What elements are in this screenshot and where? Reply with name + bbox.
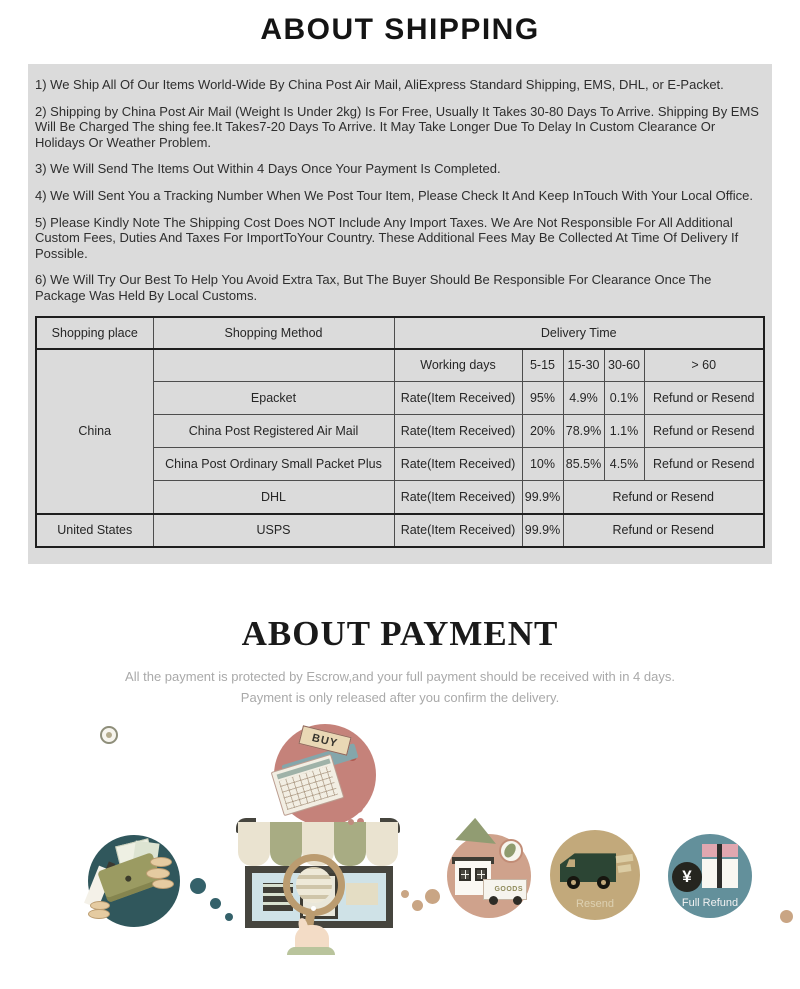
cell-place-united-states: United States [36,514,153,547]
table-row [36,349,764,382]
cell-method: China Post Ordinary Small Packet Plus [153,448,394,481]
sleeve-shape [287,947,335,955]
payment-subtitle-line-2: Payment is only released after you confirm the delivery. [240,689,560,705]
coin-shape [150,857,172,867]
cell-value: 0.1% [604,382,644,415]
payment-subtitle [0,666,800,709]
coin-shape [152,879,174,889]
cell-method-empty [153,349,394,382]
shipping-note-1: 1) We Ship All Of Our Items World-Wide By China Post Air Mail, AliExpress Standard Shipping, EMS, DHL, or E-Packet. [35,77,724,92]
payment-section-title: ABOUT PAYMENT [241,613,559,653]
buy-banner: BUY [298,726,351,757]
cell-value: 1.1% [604,415,644,448]
gift-lid [702,844,717,857]
thought-dot [353,803,363,813]
resend-icon [550,830,640,920]
table-row [36,514,764,547]
payment-subtitle-line-1: All the payment is protected by Escrow,and your full payment should be received with in 4 days. [125,668,675,684]
cell-value: 95% [522,382,563,415]
cell-value: 4.5% [604,448,644,481]
cell-value: 99.9% [522,481,563,514]
shipping-note-6: 6) We Will Try Our Best To Help You Avoid Extra Tax, But The Buyer Should Be Responsible For Clearance Once The Package Was Held By Local Customs. [35,272,712,303]
resend-label: Resend [576,898,614,911]
cell-rate-label: Rate(Item Received) [394,448,522,481]
header-shopping-method: Shopping Method [153,317,394,349]
cell-rate-label: Rate(Item Received) [394,382,522,415]
full-refund-label: Full Refund [681,897,739,910]
thought-dot [780,910,793,923]
van-wheel [567,876,580,889]
thought-dot [225,913,233,921]
cell-method: DHL [153,481,394,514]
cell-range-5-15: 5-15 [522,349,563,382]
gift-ribbon [717,844,722,888]
cell-value: 78.9% [563,415,604,448]
thought-dot [425,889,440,904]
cell-value: 99.9% [522,514,563,547]
goods-delivery-icon [447,834,531,918]
package-shape [618,865,632,874]
cell-working-days: Working days [394,349,522,382]
cell-value-merged: Refund or Resend [563,481,764,514]
header-delivery-time: Delivery Time [394,317,764,349]
cell-value: 85.5% [563,448,604,481]
truck-wheel [489,896,498,905]
goods-truck-icon: GOODS [483,879,527,900]
paper-plane-shape [453,816,497,856]
watch-strap-shape [346,883,378,905]
gift-lid [721,844,738,857]
cell-rate-label: Rate(Item Received) [394,481,522,514]
cell-value: Refund or Resend [644,448,764,481]
cell-range-30-60: 30-60 [604,349,644,382]
coin-shape [146,868,170,879]
cell-method: China Post Registered Air Mail [153,415,394,448]
cell-value: Refund or Resend [644,382,764,415]
shipping-note-3: 3) We Will Send The Items Out Within 4 Days Once Your Payment Is Completed. [35,161,501,177]
shipping-note-2: 2) Shipping by China Post Air Mail (Weight Is Under 2kg) Is For Free, Usually It Takes 30-80 Days To Arrive. Shipping By EMS Will Be Charged The shing fee.It Takes7-20 Days To Arrive. It May Take Longer Due To Delay In Custom Clearance Or Holidays Or Weather Problem. [35,103,759,150]
package-shape [616,854,634,863]
cell-value: 4.9% [563,382,604,415]
wallet-payment-icon [88,835,180,927]
thought-dot [190,878,206,894]
cell-value: 20% [522,415,563,448]
van-wheel [597,876,610,889]
yen-badge-icon: ¥ [672,862,702,892]
cell-value: 10% [522,448,563,481]
cell-range-15-30: 15-30 [563,349,604,382]
cell-range-gt60: > 60 [644,349,764,382]
cell-rate-label: Rate(Item Received) [394,514,522,547]
house-window [459,868,471,881]
shipping-note-5: 5) Please Kindly Note The Shipping Cost Does NOT Include Any Import Taxes. We Are Not Responsible For All Additional Custom Fees, Duties And Taxes For ImportToYour Country. These Additional Fees May Be Collected At Time Of Delivery If Possible. [35,214,739,261]
table-header-row [36,317,764,349]
payment-process-illustration [0,714,800,955]
thought-dot [412,900,423,911]
thought-dot [210,898,221,909]
truck-wheel [513,896,522,905]
full-refund-icon [668,834,752,918]
calculator-shape [271,754,345,816]
cell-value-merged: Refund or Resend [563,514,764,547]
cell-rate-label: Rate(Item Received) [394,415,522,448]
shipping-note-4: 4) We Will Sent You a Tracking Number When We Post Tour Item, Please Check It And Keep InTouch With Your Local Office. [35,187,754,203]
cell-place-china: China [36,349,153,514]
cell-value: Refund or Resend [644,415,764,448]
header-shopping-place: Shopping place [36,317,153,349]
thought-dot [401,890,409,898]
cell-method: Epacket [153,382,394,415]
shipping-info-panel [28,64,772,564]
coin-shape [88,909,110,919]
shipping-section-title: ABOUT SHIPPING [260,13,540,46]
wallet-button [124,875,132,883]
cell-method: USPS [153,514,394,547]
shipping-methods-table [35,316,765,548]
